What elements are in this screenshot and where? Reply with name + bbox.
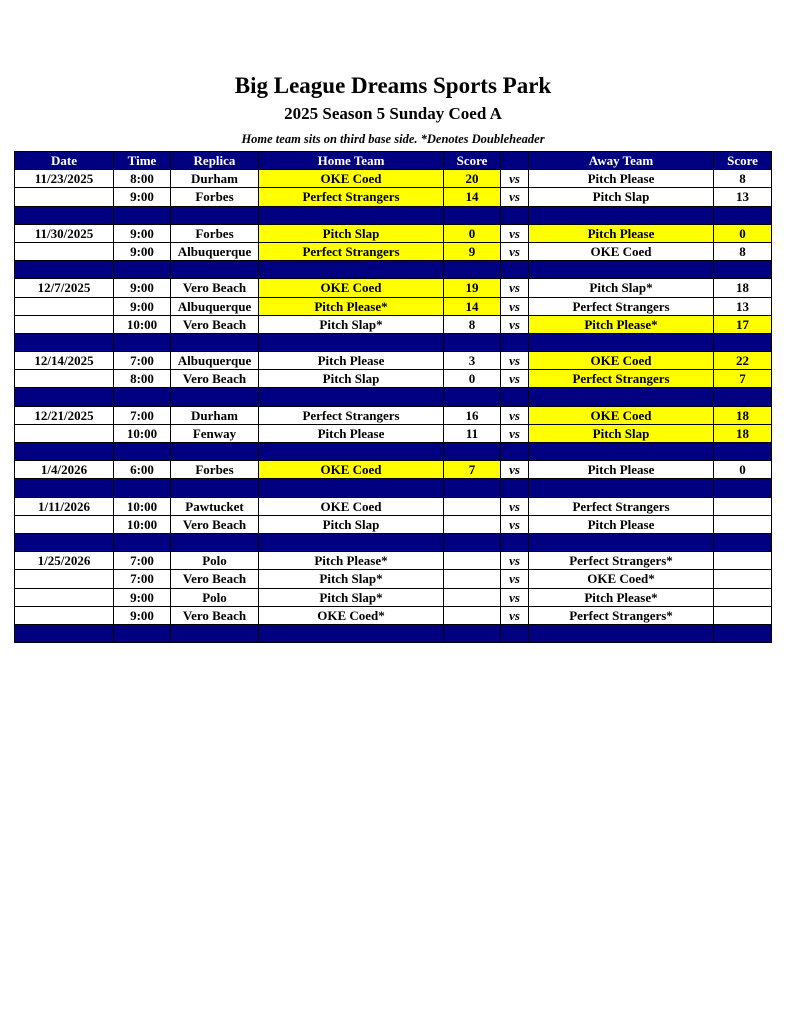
home-team: OKE Coed <box>259 279 444 297</box>
home-score <box>444 588 501 606</box>
home-team: OKE Coed <box>259 170 444 188</box>
separator-cell <box>501 479 529 497</box>
game-time: 7:00 <box>114 552 171 570</box>
separator-cell <box>171 206 259 224</box>
separator-cell <box>714 333 772 351</box>
vs-label: vs <box>501 552 529 570</box>
separator-cell <box>714 624 772 642</box>
separator-cell <box>501 261 529 279</box>
vs-label: vs <box>501 352 529 370</box>
away-score <box>714 570 772 588</box>
separator-cell <box>501 388 529 406</box>
home-score: 0 <box>444 224 501 242</box>
game-time: 9:00 <box>114 188 171 206</box>
separator-cell <box>171 533 259 551</box>
game-time: 6:00 <box>114 461 171 479</box>
field-name: Vero Beach <box>171 315 259 333</box>
game-time: 10:00 <box>114 424 171 442</box>
week-separator-row <box>15 624 772 642</box>
game-time: 8:00 <box>114 170 171 188</box>
home-team: Pitch Slap* <box>259 315 444 333</box>
away-team: OKE Coed <box>529 406 714 424</box>
game-date <box>15 606 114 624</box>
vs-label: vs <box>501 461 529 479</box>
vs-label: vs <box>501 224 529 242</box>
field-name: Polo <box>171 552 259 570</box>
game-date: 12/21/2025 <box>15 406 114 424</box>
separator-cell <box>529 206 714 224</box>
game-row <box>15 552 772 570</box>
separator-cell <box>501 443 529 461</box>
schedule-table <box>14 151 772 643</box>
away-team: Pitch Please* <box>529 588 714 606</box>
home-team: Pitch Slap <box>259 224 444 242</box>
separator-cell <box>529 624 714 642</box>
separator-cell <box>15 261 114 279</box>
separator-cell <box>171 333 259 351</box>
field-name: Albuquerque <box>171 242 259 260</box>
home-score <box>444 515 501 533</box>
away-score: 17 <box>714 315 772 333</box>
game-row <box>15 606 772 624</box>
game-time: 9:00 <box>114 606 171 624</box>
field-name: Fenway <box>171 424 259 442</box>
game-date: 12/7/2025 <box>15 279 114 297</box>
game-row <box>15 170 772 188</box>
separator-cell <box>171 624 259 642</box>
home-team: Pitch Please <box>259 352 444 370</box>
week-separator-row <box>15 261 772 279</box>
col-header-home-team: Home Team <box>259 152 444 170</box>
game-date <box>15 297 114 315</box>
away-score: 7 <box>714 370 772 388</box>
home-team: OKE Coed* <box>259 606 444 624</box>
away-team: OKE Coed <box>529 352 714 370</box>
field-name: Albuquerque <box>171 352 259 370</box>
separator-cell <box>259 333 444 351</box>
home-team: OKE Coed <box>259 461 444 479</box>
game-time: 10:00 <box>114 497 171 515</box>
separator-cell <box>501 624 529 642</box>
away-score: 13 <box>714 188 772 206</box>
away-score: 22 <box>714 352 772 370</box>
separator-cell <box>15 443 114 461</box>
game-date: 12/14/2025 <box>15 352 114 370</box>
away-team: OKE Coed* <box>529 570 714 588</box>
game-row <box>15 279 772 297</box>
separator-cell <box>444 261 501 279</box>
separator-cell <box>444 388 501 406</box>
separator-cell <box>714 443 772 461</box>
home-team: Perfect Strangers <box>259 406 444 424</box>
field-name: Albuquerque <box>171 297 259 315</box>
vs-label: vs <box>501 570 529 588</box>
away-team: Pitch Please <box>529 170 714 188</box>
away-team: Pitch Please <box>529 515 714 533</box>
game-date <box>15 515 114 533</box>
game-time: 10:00 <box>114 315 171 333</box>
game-date <box>15 188 114 206</box>
vs-label: vs <box>501 315 529 333</box>
separator-cell <box>714 533 772 551</box>
home-team: Pitch Please* <box>259 552 444 570</box>
away-score: 0 <box>714 224 772 242</box>
game-row <box>15 315 772 333</box>
away-score: 13 <box>714 297 772 315</box>
doubleheader-note: Home team sits on third base side. *Denotes Doubleheader <box>241 132 545 146</box>
game-row <box>15 370 772 388</box>
week-separator-row <box>15 333 772 351</box>
field-name: Vero Beach <box>171 606 259 624</box>
separator-cell <box>714 479 772 497</box>
game-date: 1/11/2026 <box>15 497 114 515</box>
game-time: 9:00 <box>114 242 171 260</box>
game-time: 8:00 <box>114 370 171 388</box>
away-team: Perfect Strangers* <box>529 552 714 570</box>
game-date <box>15 588 114 606</box>
home-team: Pitch Slap <box>259 515 444 533</box>
separator-cell <box>114 479 171 497</box>
away-score <box>714 515 772 533</box>
game-date: 11/30/2025 <box>15 224 114 242</box>
field-name: Forbes <box>171 224 259 242</box>
field-name: Durham <box>171 406 259 424</box>
game-row <box>15 406 772 424</box>
home-team: Pitch Slap* <box>259 570 444 588</box>
vs-label: vs <box>501 606 529 624</box>
home-team: Pitch Please* <box>259 297 444 315</box>
separator-cell <box>259 261 444 279</box>
away-team: Pitch Please* <box>529 315 714 333</box>
separator-cell <box>114 443 171 461</box>
separator-cell <box>714 206 772 224</box>
home-score <box>444 497 501 515</box>
game-time: 9:00 <box>114 588 171 606</box>
vs-label: vs <box>501 515 529 533</box>
game-date <box>15 315 114 333</box>
away-team: Pitch Slap <box>529 188 714 206</box>
separator-cell <box>444 443 501 461</box>
separator-cell <box>259 206 444 224</box>
separator-cell <box>15 624 114 642</box>
home-team: Perfect Strangers <box>259 242 444 260</box>
game-row <box>15 497 772 515</box>
week-separator-row <box>15 533 772 551</box>
game-time: 9:00 <box>114 224 171 242</box>
separator-cell <box>444 333 501 351</box>
home-score: 7 <box>444 461 501 479</box>
separator-cell <box>501 206 529 224</box>
separator-cell <box>444 624 501 642</box>
game-time: 7:00 <box>114 570 171 588</box>
home-score: 14 <box>444 188 501 206</box>
game-row <box>15 242 772 260</box>
game-time: 10:00 <box>114 515 171 533</box>
away-team: Perfect Strangers <box>529 297 714 315</box>
away-score: 8 <box>714 170 772 188</box>
field-name: Vero Beach <box>171 279 259 297</box>
away-score: 18 <box>714 424 772 442</box>
home-score <box>444 606 501 624</box>
home-score: 14 <box>444 297 501 315</box>
field-name: Vero Beach <box>171 570 259 588</box>
field-name: Pawtucket <box>171 497 259 515</box>
separator-cell <box>444 479 501 497</box>
game-date: 11/23/2025 <box>15 170 114 188</box>
game-row <box>15 297 772 315</box>
game-date <box>15 370 114 388</box>
away-score: 18 <box>714 406 772 424</box>
away-team: Perfect Strangers <box>529 370 714 388</box>
game-time: 7:00 <box>114 352 171 370</box>
separator-cell <box>259 443 444 461</box>
field-name: Durham <box>171 170 259 188</box>
week-separator-row <box>15 388 772 406</box>
col-header-away-score: Score <box>714 152 772 170</box>
home-score: 16 <box>444 406 501 424</box>
home-team: OKE Coed <box>259 497 444 515</box>
away-team: Perfect Strangers <box>529 497 714 515</box>
game-date: 1/4/2026 <box>15 461 114 479</box>
header-row <box>15 152 772 170</box>
separator-cell <box>15 533 114 551</box>
col-header-time: Time <box>114 152 171 170</box>
separator-cell <box>259 479 444 497</box>
home-score: 11 <box>444 424 501 442</box>
field-name: Polo <box>171 588 259 606</box>
separator-cell <box>114 206 171 224</box>
separator-cell <box>529 443 714 461</box>
vs-label: vs <box>501 588 529 606</box>
separator-cell <box>259 533 444 551</box>
field-name: Vero Beach <box>171 370 259 388</box>
page-title: Big League Dreams Sports Park <box>234 73 552 98</box>
separator-cell <box>15 206 114 224</box>
separator-cell <box>529 261 714 279</box>
separator-cell <box>529 479 714 497</box>
home-team: Pitch Please <box>259 424 444 442</box>
separator-cell <box>15 333 114 351</box>
away-team: Perfect Strangers* <box>529 606 714 624</box>
game-time: 7:00 <box>114 406 171 424</box>
separator-cell <box>529 533 714 551</box>
away-team: OKE Coed <box>529 242 714 260</box>
game-row <box>15 588 772 606</box>
home-team: Perfect Strangers <box>259 188 444 206</box>
away-team: Pitch Slap* <box>529 279 714 297</box>
game-row <box>15 515 772 533</box>
away-score <box>714 497 772 515</box>
vs-label: vs <box>501 406 529 424</box>
week-separator-row <box>15 206 772 224</box>
away-score <box>714 606 772 624</box>
vs-label: vs <box>501 497 529 515</box>
separator-cell <box>529 388 714 406</box>
separator-cell <box>171 479 259 497</box>
week-separator-row <box>15 479 772 497</box>
separator-cell <box>444 533 501 551</box>
away-score: 8 <box>714 242 772 260</box>
game-row <box>15 570 772 588</box>
separator-cell <box>114 533 171 551</box>
separator-cell <box>114 388 171 406</box>
home-score: 3 <box>444 352 501 370</box>
schedule-body <box>15 170 772 643</box>
separator-cell <box>15 479 114 497</box>
separator-cell <box>114 261 171 279</box>
week-separator-row <box>15 443 772 461</box>
home-team: Pitch Slap <box>259 370 444 388</box>
separator-cell <box>171 443 259 461</box>
separator-cell <box>259 624 444 642</box>
separator-cell <box>501 533 529 551</box>
vs-label: vs <box>501 370 529 388</box>
game-date <box>15 570 114 588</box>
separator-cell <box>501 333 529 351</box>
home-score: 19 <box>444 279 501 297</box>
separator-cell <box>171 388 259 406</box>
game-date <box>15 242 114 260</box>
col-header-home-score: Score <box>444 152 501 170</box>
away-score <box>714 552 772 570</box>
separator-cell <box>15 388 114 406</box>
home-score: 0 <box>444 370 501 388</box>
game-row <box>15 188 772 206</box>
separator-cell <box>529 333 714 351</box>
game-row <box>15 352 772 370</box>
vs-label: vs <box>501 279 529 297</box>
away-team: Pitch Please <box>529 461 714 479</box>
separator-cell <box>444 206 501 224</box>
home-score <box>444 552 501 570</box>
home-score: 9 <box>444 242 501 260</box>
separator-cell <box>714 261 772 279</box>
game-date <box>15 424 114 442</box>
field-name: Forbes <box>171 188 259 206</box>
col-header-date: Date <box>15 152 114 170</box>
vs-label: vs <box>501 170 529 188</box>
game-row <box>15 224 772 242</box>
separator-cell <box>114 624 171 642</box>
game-time: 9:00 <box>114 279 171 297</box>
home-score <box>444 570 501 588</box>
separator-cell <box>171 261 259 279</box>
game-date: 1/25/2026 <box>15 552 114 570</box>
vs-label: vs <box>501 424 529 442</box>
game-row <box>15 461 772 479</box>
vs-label: vs <box>501 242 529 260</box>
vs-label: vs <box>501 297 529 315</box>
game-time: 9:00 <box>114 297 171 315</box>
away-score: 18 <box>714 279 772 297</box>
away-score: 0 <box>714 461 772 479</box>
col-header-replica: Replica <box>171 152 259 170</box>
separator-cell <box>114 333 171 351</box>
home-score: 8 <box>444 315 501 333</box>
vs-label: vs <box>501 188 529 206</box>
separator-cell <box>259 388 444 406</box>
page-subtitle: 2025 Season 5 Sunday Coed A <box>284 104 502 123</box>
field-name: Forbes <box>171 461 259 479</box>
game-row <box>15 424 772 442</box>
home-team: Pitch Slap* <box>259 588 444 606</box>
col-header-away-team: Away Team <box>529 152 714 170</box>
away-team: Pitch Slap <box>529 424 714 442</box>
field-name: Vero Beach <box>171 515 259 533</box>
away-score <box>714 588 772 606</box>
col-header-vs <box>501 152 529 170</box>
separator-cell <box>714 388 772 406</box>
away-team: Pitch Please <box>529 224 714 242</box>
home-score: 20 <box>444 170 501 188</box>
